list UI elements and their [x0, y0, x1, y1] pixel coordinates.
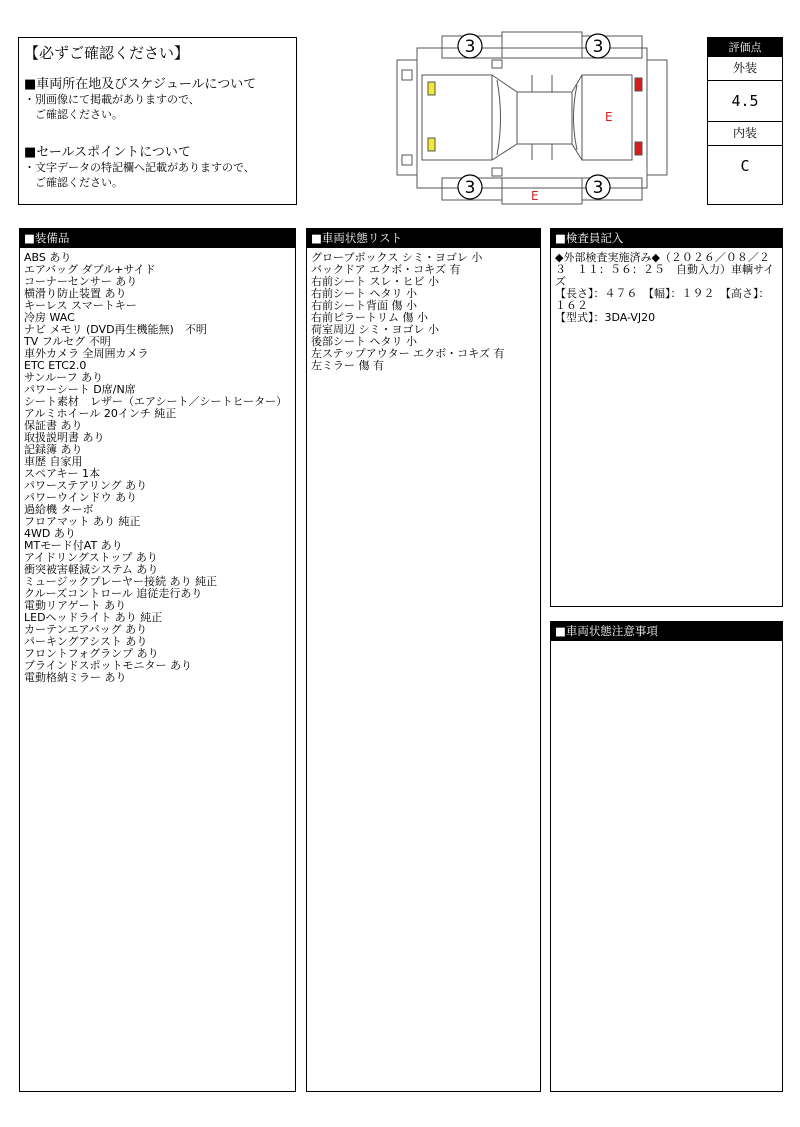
inspector-line: ◆外部検査実施済み◆（２０２６／０８／２３ １１：５６：２５ 自動入力）車輌サイズ	[555, 251, 775, 288]
inspector-notes	[551, 248, 782, 324]
list-item: 車外カメラ 全周囲カメラ	[24, 347, 149, 360]
list-item: 4WD あり	[24, 527, 76, 540]
notice-heading-sales-point: ■セールスポイントについて	[24, 145, 191, 160]
list-item: 後部シート ヘタリ 小	[311, 335, 417, 348]
interior-label: 内装	[708, 122, 782, 146]
list-item: ブラインドスポットモニター あり	[24, 659, 193, 672]
list-item: TV フルセグ 不明	[24, 335, 111, 348]
list-item: パーキングアシスト あり	[24, 635, 148, 648]
list-item: アルミホイール 20インチ 純正	[24, 407, 177, 420]
score-box	[707, 37, 783, 205]
list-item: 右前シート スレ・ヒビ 小	[311, 275, 439, 288]
list-item: 冷房 WAC	[24, 311, 75, 324]
notes-body	[551, 641, 782, 645]
svg-text:3: 3	[464, 37, 476, 57]
notice-line: ご確認ください。	[24, 176, 123, 189]
svg-text:3: 3	[464, 178, 476, 198]
list-item: 横滑り防止装置 あり	[24, 287, 127, 300]
list-item: コーナーセンサー あり	[24, 275, 138, 288]
notice-heading-location: ■車両所在地及びスケジュールについて	[24, 77, 257, 92]
list-item: 右前ピラートリム 傷 小	[311, 311, 428, 324]
list-item: 記録簿 あり	[24, 443, 83, 456]
list-item: 荷室周辺 シミ・ヨゴレ 小	[311, 323, 439, 336]
list-item: 保証書 あり	[24, 419, 83, 432]
list-item: カーテンエアバッグ あり	[24, 623, 148, 636]
list-item: パワーステアリング あり	[24, 479, 148, 492]
list-item: 左ステップアウター エクボ・コキズ 有	[311, 347, 505, 360]
inspector-line: 【長さ】：４７６ 【幅】：１９２ 【高さ】：１６２	[555, 287, 770, 312]
list-item: 取扱説明書 あり	[24, 431, 105, 444]
condition-list	[307, 248, 540, 372]
list-item: ミュージックプレーヤー接続 あり 純正	[24, 575, 218, 588]
score-header: 評価点	[708, 38, 782, 57]
notice-title: 【必ずご確認ください】	[24, 44, 190, 62]
notice-line: ご確認ください。	[24, 108, 123, 121]
list-item: ABS あり	[24, 251, 72, 264]
damage-mark-left-step: E	[531, 189, 539, 203]
equipment-list	[20, 248, 295, 684]
svg-text:3: 3	[592, 37, 604, 57]
list-item: アイドリングストップ あり	[24, 551, 158, 564]
car-damage-diagram	[392, 30, 672, 205]
wheel-front-left-mark	[458, 34, 482, 58]
equipment-panel	[19, 228, 296, 1092]
list-item: LEDヘッドライト あり 純正	[24, 611, 163, 624]
list-item: フロントフォグランプ あり	[24, 647, 159, 660]
wheel-front-right-mark	[458, 175, 482, 199]
list-item: バックドア エクボ・コキズ 有	[311, 263, 461, 276]
list-item: 電動格納ミラー あり	[24, 671, 127, 684]
svg-text:3: 3	[592, 178, 604, 198]
inspector-line: 【型式】：3DA-VJ20	[555, 311, 656, 324]
inspector-panel	[550, 228, 783, 607]
list-item: 右前シート ヘタリ 小	[311, 287, 417, 300]
list-item: 電動リアゲート あり	[24, 599, 127, 612]
notes-title: ■車両状態注意事項	[551, 622, 782, 641]
interior-score: C	[740, 157, 750, 175]
notice-line: ・別画像にて掲載がありますので、	[24, 93, 200, 106]
list-item: サンルーフ あり	[24, 371, 104, 384]
list-item: MTモード付AT あり	[24, 539, 123, 552]
exterior-label: 外装	[708, 57, 782, 81]
condition-panel	[306, 228, 541, 1092]
list-item: ナビ メモリ (DVD再生機能無) 不明	[24, 323, 207, 336]
equipment-title: ■装備品	[20, 229, 295, 248]
notice-box	[18, 37, 297, 205]
condition-title: ■車両状態リスト	[307, 229, 540, 248]
list-item: スペアキー 1本	[24, 467, 101, 480]
list-item: クルーズコントロール 追従走行あり	[24, 587, 203, 600]
list-item: エアバッグ ダブル+サイド	[24, 263, 156, 276]
list-item: 車歴 自家用	[24, 455, 83, 468]
list-item: パワーシート D席/N席	[24, 383, 136, 396]
list-item: 過給機 ターボ	[24, 503, 94, 516]
exterior-score: 4.5	[708, 81, 782, 122]
list-item: ETC ETC2.0	[24, 359, 87, 372]
list-item: グローブボックス シミ・ヨゴレ 小	[311, 251, 483, 264]
list-item: パワーウインドウ あり	[24, 491, 138, 504]
list-item: キーレス スマートキー	[24, 299, 137, 312]
list-item: 衝突被害軽減システム あり	[24, 563, 159, 576]
wheel-rear-left-mark	[586, 34, 610, 58]
notes-panel	[550, 621, 783, 1092]
notice-line: ・文字データの特記欄へ記載がありますので、	[24, 161, 255, 174]
wheel-rear-right-mark	[586, 175, 610, 199]
list-item: 右前シート背面 傷 小	[311, 299, 417, 312]
list-item: シート素材 レザー（エアシート／シートヒーター）	[24, 395, 288, 408]
inspector-title: ■検査員記入	[551, 229, 782, 248]
list-item: フロアマット あり 純正	[24, 515, 141, 528]
damage-mark-back-door: E	[605, 110, 613, 124]
list-item: 左ミラー 傷 有	[311, 359, 384, 372]
